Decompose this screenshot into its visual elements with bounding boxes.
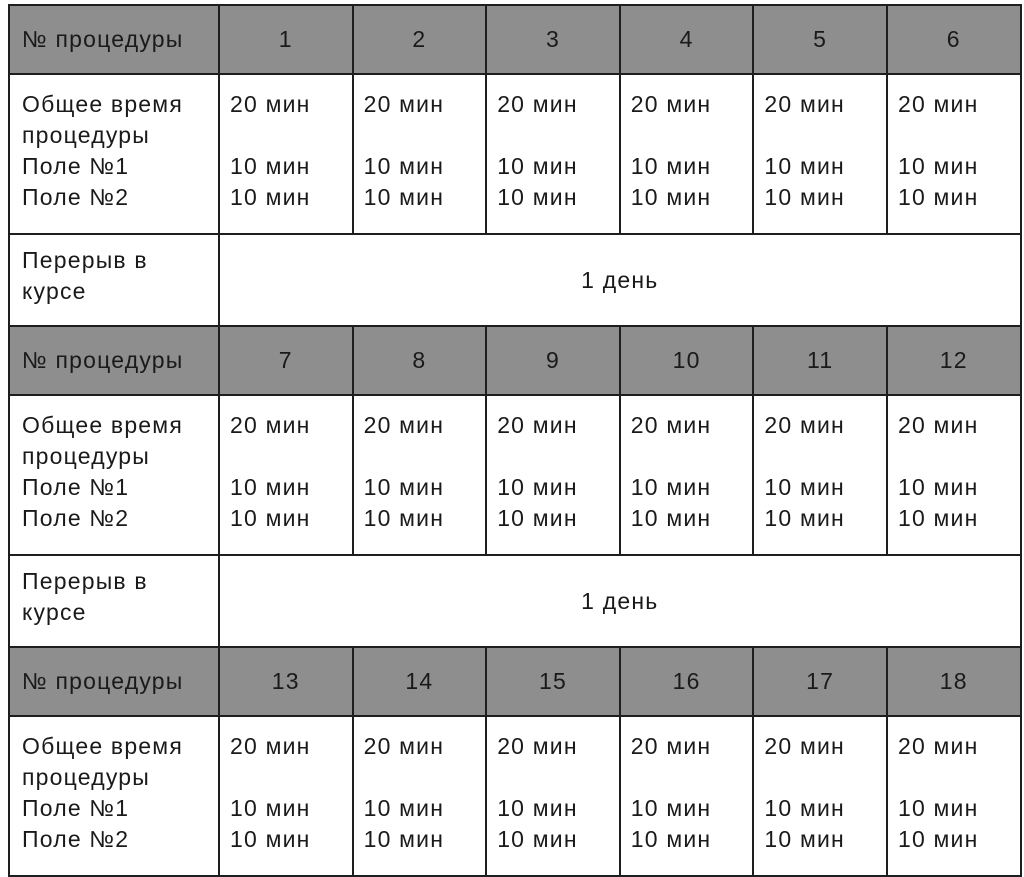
- time-label-line: процедуры: [22, 764, 151, 790]
- field1-time-value: 10 мин: [363, 795, 445, 821]
- time-label-line: Поле №1: [22, 474, 130, 500]
- break-label-line: курсе: [22, 278, 87, 304]
- procedure-time-cell: [887, 395, 1021, 555]
- field2-time-value: 10 мин: [497, 184, 578, 210]
- field1-time-value: 10 мин: [630, 474, 712, 500]
- total-time-value: 20 мин: [764, 412, 845, 438]
- procedure-number-label: № процедуры: [9, 647, 219, 716]
- procedure-time-row: [9, 716, 1021, 876]
- field1-time-value: 10 мин: [230, 795, 311, 821]
- procedure-time-cell: [620, 716, 754, 876]
- time-label-line: Поле №2: [22, 826, 130, 852]
- field1-time-value: 10 мин: [630, 795, 712, 821]
- field1-time-value: 10 мин: [363, 474, 445, 500]
- field2-time-value: 10 мин: [230, 505, 311, 531]
- cell-spacer: [764, 762, 886, 793]
- procedure-number-cell: 7: [219, 326, 353, 395]
- procedure-number-cell: 4: [620, 5, 754, 74]
- procedure-time-label: [9, 716, 219, 876]
- procedure-number-cell: 9: [486, 326, 620, 395]
- field1-time-value: 10 мин: [764, 474, 845, 500]
- field2-time-value: 10 мин: [630, 184, 712, 210]
- field2-time-value: 10 мин: [630, 505, 712, 531]
- field2-time-value: 10 мин: [497, 505, 578, 531]
- field2-time-value: 10 мин: [363, 184, 445, 210]
- total-time-value: 20 мин: [363, 91, 445, 117]
- field1-time-value: 10 мин: [897, 153, 979, 179]
- procedure-time-cell: [620, 74, 754, 234]
- cell-spacer: [764, 120, 886, 151]
- field2-time-value: 10 мин: [363, 505, 445, 531]
- field1-time-value: 10 мин: [897, 795, 979, 821]
- procedure-number-label: № процедуры: [9, 5, 219, 74]
- procedure-time-cell: [353, 395, 487, 555]
- field2-time-value: 10 мин: [897, 505, 979, 531]
- cell-spacer: [764, 441, 886, 472]
- time-label-line: Общее время: [22, 733, 183, 759]
- cell-spacer: [898, 762, 1020, 793]
- procedure-time-label: [9, 74, 219, 234]
- procedure-number-row: [9, 326, 1021, 395]
- time-label-line: процедуры: [22, 443, 151, 469]
- procedure-time-cell: [887, 74, 1021, 234]
- course-break-label: [9, 555, 219, 647]
- field1-time-value: 10 мин: [497, 795, 578, 821]
- procedure-number-row: [9, 647, 1021, 716]
- procedure-number-cell: 2: [353, 5, 487, 74]
- field1-time-value: 10 мин: [630, 153, 712, 179]
- cell-spacer: [230, 762, 352, 793]
- course-break-row: [9, 555, 1021, 647]
- procedure-time-cell: [353, 74, 487, 234]
- procedure-number-cell: 18: [887, 647, 1021, 716]
- procedure-time-cell: [486, 395, 620, 555]
- procedure-number-cell: 15: [486, 647, 620, 716]
- total-time-value: 20 мин: [897, 412, 979, 438]
- field1-time-value: 10 мин: [363, 153, 445, 179]
- cell-spacer: [497, 120, 619, 151]
- field1-time-value: 10 мин: [497, 474, 578, 500]
- total-time-value: 20 мин: [363, 412, 445, 438]
- cell-spacer: [230, 441, 352, 472]
- cell-spacer: [497, 762, 619, 793]
- time-label-line: Поле №2: [22, 505, 130, 531]
- procedure-time-row: [9, 395, 1021, 555]
- procedure-time-cell: [620, 395, 754, 555]
- total-time-value: 20 мин: [764, 733, 845, 759]
- procedure-time-cell: [219, 395, 353, 555]
- cell-spacer: [364, 762, 486, 793]
- cell-spacer: [898, 120, 1020, 151]
- total-time-value: 20 мин: [897, 733, 979, 759]
- procedure-time-label: [9, 395, 219, 555]
- total-time-value: 20 мин: [497, 91, 578, 117]
- time-label-line: Общее время: [22, 91, 183, 117]
- cell-spacer: [230, 120, 352, 151]
- procedure-number-cell: 10: [620, 326, 754, 395]
- cell-spacer: [497, 441, 619, 472]
- procedure-time-cell: [753, 395, 887, 555]
- time-label-line: Общее время: [22, 412, 183, 438]
- procedure-time-cell: [219, 716, 353, 876]
- course-break-value: 1 день: [219, 555, 1021, 647]
- procedure-time-cell: [887, 716, 1021, 876]
- course-break-label: [9, 234, 219, 326]
- field2-time-value: 10 мин: [230, 184, 311, 210]
- cell-spacer: [364, 120, 486, 151]
- field2-time-value: 10 мин: [230, 826, 311, 852]
- procedure-number-cell: 3: [486, 5, 620, 74]
- field1-time-value: 10 мин: [497, 153, 578, 179]
- field1-time-value: 10 мин: [764, 795, 845, 821]
- procedure-time-cell: [219, 74, 353, 234]
- field1-time-value: 10 мин: [230, 474, 311, 500]
- field2-time-value: 10 мин: [630, 826, 712, 852]
- total-time-value: 20 мин: [630, 412, 712, 438]
- procedure-time-row: [9, 74, 1021, 234]
- procedure-time-cell: [353, 716, 487, 876]
- field2-time-value: 10 мин: [764, 505, 845, 531]
- field2-time-value: 10 мин: [764, 826, 845, 852]
- procedure-number-label: № процедуры: [9, 326, 219, 395]
- procedure-number-cell: 8: [353, 326, 487, 395]
- time-label-line: процедуры: [22, 122, 151, 148]
- procedure-number-cell: 14: [353, 647, 487, 716]
- total-time-value: 20 мин: [630, 733, 712, 759]
- field2-time-value: 10 мин: [897, 184, 979, 210]
- procedure-number-cell: 11: [753, 326, 887, 395]
- total-time-value: 20 мин: [230, 733, 311, 759]
- break-label-line: Перерыв в: [22, 568, 148, 594]
- cell-spacer: [898, 441, 1020, 472]
- total-time-value: 20 мин: [897, 91, 979, 117]
- field2-time-value: 10 мин: [363, 826, 445, 852]
- field2-time-value: 10 мин: [497, 826, 578, 852]
- total-time-value: 20 мин: [630, 91, 712, 117]
- time-label-line: Поле №1: [22, 795, 130, 821]
- total-time-value: 20 мин: [230, 412, 311, 438]
- cell-spacer: [364, 441, 486, 472]
- break-label-line: Перерыв в: [22, 247, 148, 273]
- total-time-value: 20 мин: [230, 91, 311, 117]
- procedure-time-cell: [486, 74, 620, 234]
- procedure-number-cell: 1: [219, 5, 353, 74]
- procedure-number-cell: 16: [620, 647, 754, 716]
- time-label-line: Поле №2: [22, 184, 130, 210]
- procedure-schedule-table: [8, 4, 1022, 877]
- procedure-number-cell: 6: [887, 5, 1021, 74]
- field2-time-value: 10 мин: [897, 826, 979, 852]
- total-time-value: 20 мин: [363, 733, 445, 759]
- procedure-time-cell: [753, 716, 887, 876]
- course-break-value: 1 день: [219, 234, 1021, 326]
- procedure-number-cell: 13: [219, 647, 353, 716]
- total-time-value: 20 мин: [764, 91, 845, 117]
- procedure-time-cell: [486, 716, 620, 876]
- procedure-time-cell: [753, 74, 887, 234]
- procedure-number-cell: 17: [753, 647, 887, 716]
- field1-time-value: 10 мин: [764, 153, 845, 179]
- field1-time-value: 10 мин: [897, 474, 979, 500]
- procedure-number-cell: 5: [753, 5, 887, 74]
- cell-spacer: [631, 762, 753, 793]
- cell-spacer: [631, 441, 753, 472]
- field2-time-value: 10 мин: [764, 184, 845, 210]
- total-time-value: 20 мин: [497, 733, 578, 759]
- course-break-row: [9, 234, 1021, 326]
- time-label-line: Поле №1: [22, 153, 130, 179]
- procedure-number-row: [9, 5, 1021, 74]
- procedure-number-cell: 12: [887, 326, 1021, 395]
- cell-spacer: [631, 120, 753, 151]
- total-time-value: 20 мин: [497, 412, 578, 438]
- break-label-line: курсе: [22, 599, 87, 625]
- field1-time-value: 10 мин: [230, 153, 311, 179]
